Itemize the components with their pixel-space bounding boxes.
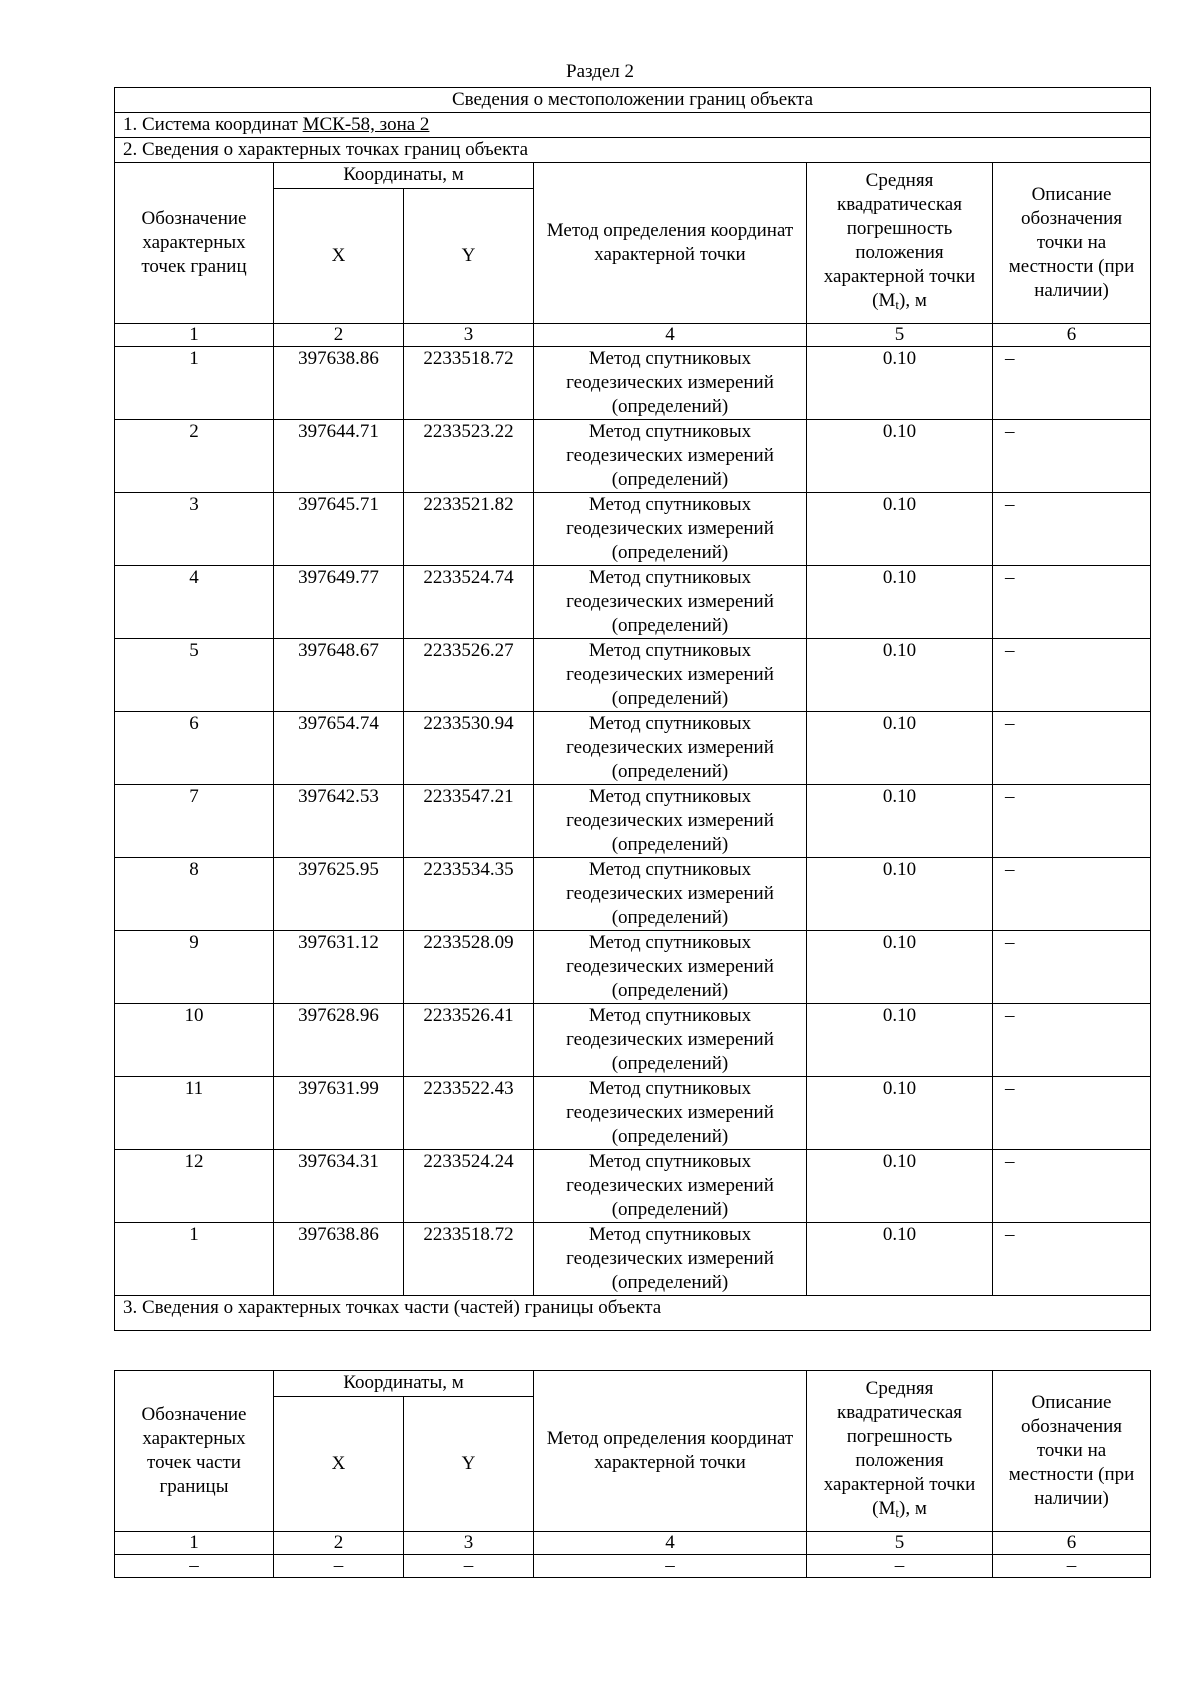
cell-method: Метод спутниковых геодезических измерений (определений): [534, 712, 807, 785]
cell-point: 12: [115, 1150, 274, 1223]
parts-cell-point: –: [115, 1555, 274, 1578]
cell-method: Метод спутниковых геодезических измерений (определений): [534, 347, 807, 420]
col-num: 1: [115, 324, 274, 347]
parts-row: [115, 1555, 1151, 1578]
cell-method: Метод спутниковых геодезических измерений (определений): [534, 1223, 807, 1296]
cell-error: 0.10: [807, 785, 993, 858]
cell-y: 2233524.74: [404, 566, 534, 639]
cell-method: Метод спутниковых геодезических измерений (определений): [534, 1004, 807, 1077]
cell-x: 397645.71: [274, 493, 404, 566]
cell-error: 0.10: [807, 712, 993, 785]
cell-x: 397644.71: [274, 420, 404, 493]
coord-system-row: [115, 113, 1151, 138]
cell-point: 7: [115, 785, 274, 858]
cell-error: 0.10: [807, 931, 993, 1004]
cell-y: 2233523.22: [404, 420, 534, 493]
table-row: [115, 1223, 1151, 1296]
cell-description: –: [993, 1150, 1151, 1223]
parts-header-x: X: [274, 1396, 404, 1531]
coord-system: [115, 113, 1151, 138]
parts-cell-y: –: [404, 1555, 534, 1578]
parts-header-coordinates: Координаты, м: [274, 1371, 534, 1397]
cell-error: 0.10: [807, 1004, 993, 1077]
table-row: [115, 785, 1151, 858]
points-heading-row: [115, 138, 1151, 163]
cell-y: 2233547.21: [404, 785, 534, 858]
header-coordinates: Координаты, м: [274, 163, 534, 189]
parts-header-row: [115, 1371, 1151, 1397]
parts-column-numbers-row: [115, 1532, 1151, 1555]
cell-description: –: [993, 347, 1151, 420]
cell-point: 5: [115, 639, 274, 712]
cell-x: 397634.31: [274, 1150, 404, 1223]
cell-error: 0.10: [807, 639, 993, 712]
cell-description: –: [993, 858, 1151, 931]
cell-y: 2233530.94: [404, 712, 534, 785]
parts-header-y: Y: [404, 1396, 534, 1531]
col-num: 4: [534, 324, 807, 347]
col-num: 3: [404, 324, 534, 347]
cell-point: 1: [115, 347, 274, 420]
header-error: Средняя квадратическая погрешность положения характерной точки $(M_t)$, м: [807, 163, 993, 324]
cell-y: 2233526.41: [404, 1004, 534, 1077]
cell-method: Метод спутниковых геодезических измерений (определений): [534, 420, 807, 493]
table-row: [115, 858, 1151, 931]
cell-x: 397638.86: [274, 347, 404, 420]
cell-description: –: [993, 931, 1151, 1004]
cell-description: –: [993, 639, 1151, 712]
header-y: Y: [404, 188, 534, 323]
cell-description: –: [993, 1004, 1151, 1077]
cell-method: Метод спутниковых геодезических измерений (определений): [534, 639, 807, 712]
cell-point: 11: [115, 1077, 274, 1150]
cell-error: 0.10: [807, 858, 993, 931]
cell-method: Метод спутниковых геодезических измерений (определений): [534, 493, 807, 566]
parts-header-designation: Обозначение характерных точек части границы: [115, 1371, 274, 1532]
cell-description: –: [993, 712, 1151, 785]
cell-x: 397628.96: [274, 1004, 404, 1077]
cell-error: 0.10: [807, 420, 993, 493]
parts-header-description: Описание обозначения точки на местности (при наличии): [993, 1371, 1151, 1532]
cell-point: 6: [115, 712, 274, 785]
parts-header-method: Метод определения координат характерной точки: [534, 1371, 807, 1532]
cell-error: 0.10: [807, 1077, 993, 1150]
cell-x: 397625.95: [274, 858, 404, 931]
cell-x: 397631.99: [274, 1077, 404, 1150]
table-row: [115, 1077, 1151, 1150]
cell-y: 2233518.72: [404, 1223, 534, 1296]
cell-description: –: [993, 566, 1151, 639]
col-num: 2: [274, 324, 404, 347]
coord-system-value: МСК-58, зона 2: [302, 114, 430, 135]
cell-y: 2233521.82: [404, 493, 534, 566]
table-row: [115, 493, 1151, 566]
cell-description: –: [993, 1223, 1151, 1296]
parts-cell-description: –: [993, 1555, 1151, 1578]
cell-y: 2233518.72: [404, 347, 534, 420]
table-row: [115, 1004, 1151, 1077]
col-num: 5: [807, 324, 993, 347]
parts-cell-x: –: [274, 1555, 404, 1578]
cell-method: Метод спутниковых геодезических измерений (определений): [534, 1150, 807, 1223]
cell-error: 0.10: [807, 493, 993, 566]
header-x: X: [274, 188, 404, 323]
cell-description: –: [993, 1077, 1151, 1150]
col-num: 3: [404, 1532, 534, 1555]
cell-description: –: [993, 493, 1151, 566]
cell-point: 2: [115, 420, 274, 493]
cell-error: 0.10: [807, 1223, 993, 1296]
col-num: 4: [534, 1532, 807, 1555]
header-description: Описание обозначения точки на местности (при наличии): [993, 163, 1151, 324]
table-row: [115, 347, 1151, 420]
cell-point: 9: [115, 931, 274, 1004]
cell-y: 2233534.35: [404, 858, 534, 931]
cell-y: 2233524.24: [404, 1150, 534, 1223]
points-heading: 2. Сведения о характерных точках границ объекта: [115, 138, 1151, 163]
parts-table: [114, 1370, 1151, 1578]
cell-description: –: [993, 420, 1151, 493]
coord-system-prefix: 1. Система координат: [123, 114, 303, 135]
parts-cell-method: –: [534, 1555, 807, 1578]
cell-error: 0.10: [807, 1150, 993, 1223]
boundary-points-table: [114, 87, 1151, 1331]
cell-method: Метод спутниковых геодезических измерений (определений): [534, 785, 807, 858]
cell-method: Метод спутниковых геодезических измерений (определений): [534, 1077, 807, 1150]
cell-point: 1: [115, 1223, 274, 1296]
column-numbers-row: [115, 324, 1151, 347]
table-row: [115, 1150, 1151, 1223]
cell-y: 2233522.43: [404, 1077, 534, 1150]
table-title: Сведения о местоположении границ объекта: [115, 88, 1151, 113]
cell-error: 0.10: [807, 347, 993, 420]
cell-x: 397642.53: [274, 785, 404, 858]
header-row: [115, 163, 1151, 189]
cell-x: 397631.12: [274, 931, 404, 1004]
cell-point: 3: [115, 493, 274, 566]
table-row: [115, 931, 1151, 1004]
cell-description: –: [993, 785, 1151, 858]
parts-header-error: Средняя квадратическая погрешность положения характерной точки $(M_t)$, м: [807, 1371, 993, 1532]
col-num: 2: [274, 1532, 404, 1555]
col-num: 5: [807, 1532, 993, 1555]
cell-x: 397654.74: [274, 712, 404, 785]
cell-x: 397648.67: [274, 639, 404, 712]
col-num: 6: [993, 1532, 1151, 1555]
table-row: [115, 566, 1151, 639]
cell-y: 2233526.27: [404, 639, 534, 712]
cell-y: 2233528.09: [404, 931, 534, 1004]
header-designation: Обозначение характерных точек границ: [115, 163, 274, 324]
table-row: [115, 420, 1151, 493]
header-method: Метод определения координат характерной точки: [534, 163, 807, 324]
col-num: 6: [993, 324, 1151, 347]
cell-point: 10: [115, 1004, 274, 1077]
section-label: Раздел 2: [566, 61, 634, 82]
cell-method: Метод спутниковых геодезических измерений (определений): [534, 566, 807, 639]
cell-error: 0.10: [807, 566, 993, 639]
cell-point: 8: [115, 858, 274, 931]
parts-cell-error: –: [807, 1555, 993, 1578]
cell-x: 397649.77: [274, 566, 404, 639]
cell-method: Метод спутниковых геодезических измерений (определений): [534, 858, 807, 931]
parts-heading: 3. Сведения о характерных точках части (частей) границы объекта: [115, 1296, 1151, 1331]
table-title-row: [115, 88, 1151, 113]
table-row: [115, 639, 1151, 712]
col-num: 1: [115, 1532, 274, 1555]
cell-point: 4: [115, 566, 274, 639]
parts-heading-row: [115, 1296, 1151, 1331]
table-row: [115, 712, 1151, 785]
cell-method: Метод спутниковых геодезических измерений (определений): [534, 931, 807, 1004]
cell-x: 397638.86: [274, 1223, 404, 1296]
points-body: [115, 347, 1151, 1296]
